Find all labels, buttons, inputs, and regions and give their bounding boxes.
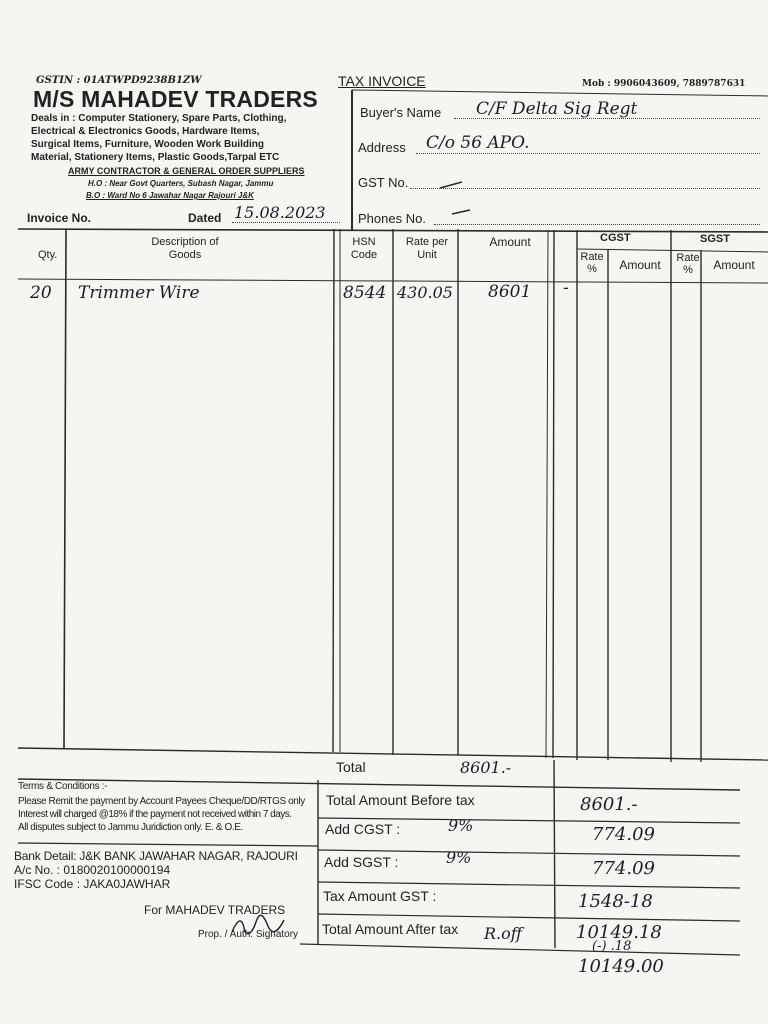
terms-title: Terms & Conditions :-	[18, 781, 108, 792]
before-tax-label: Total Amount Before tax	[326, 792, 475, 808]
address-label: Address	[358, 140, 406, 155]
terms-line-3: All disputes subject to Jammu Juridiction only. E. & O.E.	[18, 822, 243, 833]
gstin-number: GSTIN : 01ATWPD9238B1ZW	[36, 75, 202, 86]
sgst-rate-header: Rate %	[676, 252, 700, 276]
cgst-rate: 9%	[448, 816, 474, 835]
buyer-name-label: Buyer's Name	[360, 105, 442, 120]
col-qty-header: Qty.	[38, 249, 58, 261]
sgst-label: Add SGST :	[324, 854, 399, 870]
phone-label: Phones No.	[358, 211, 426, 226]
cgst-value: 774.09	[592, 824, 655, 845]
terms-line-2: Interest will charged @18% if the payment not received within 7 days.	[18, 809, 292, 820]
sgst-value: 774.09	[592, 858, 655, 879]
mobile-numbers: Mob : 9906043609, 7889787631	[582, 79, 746, 89]
round-off-value: (-) .18	[592, 939, 632, 954]
terms-line-1: Please Remit the payment by Account Payees Cheque/DD/RTGS only	[18, 796, 305, 807]
invoice-no-label: Invoice No.	[27, 211, 92, 225]
gst-no-label: GST No.	[358, 175, 409, 190]
cgst-label: Add CGST :	[325, 821, 401, 837]
round-off-label: R.off	[484, 924, 523, 943]
sgst-amount-header: Amount	[713, 258, 755, 272]
gst-total-value: 1548-18	[578, 891, 653, 912]
deals-line-4: Material, Stationery Items, Plastic Goods,Tarpal ETC	[31, 152, 280, 163]
total-value: 8601.-	[460, 758, 512, 777]
row-rate: 430.05	[397, 283, 453, 302]
dated-label: Dated	[188, 211, 222, 225]
bank-ifsc: IFSC Code : JAKA0JAWHAR	[14, 877, 171, 891]
deals-line-1: Deals in : Computer Stationery, Spare Parts, Clothing,	[31, 113, 287, 124]
row-amount-paise: -	[563, 278, 569, 298]
sign-signatory: Prop. / Auth. Signatory	[198, 929, 299, 940]
address-value: C/o 56 APO.	[426, 133, 530, 153]
buyer-name-value: C/F Delta Sig Regt	[476, 99, 638, 119]
row-qty: 20	[30, 283, 52, 303]
company-name: M/S MAHADEV TRADERS	[33, 86, 318, 112]
bank-account: A/c No. : 0180020100000194	[14, 863, 171, 877]
sign-for-company: For MAHADEV TRADERS	[144, 903, 286, 917]
deals-line-2: Electrical & Electronics Goods, Hardware Items,	[31, 126, 260, 137]
company-tagline: ARMY CONTRACTOR & GENERAL ORDER SUPPLIERS	[68, 166, 305, 176]
deals-line-3: Surgical Items, Furniture, Wooden Work Building	[31, 139, 264, 150]
gst-total-label: Tax Amount GST :	[323, 888, 437, 904]
after-tax-value: 10149.18	[576, 922, 662, 943]
row-description: Trimmer Wire	[78, 283, 200, 303]
col-amount-header: Amount	[489, 235, 531, 249]
before-tax-value: 8601.-	[580, 794, 638, 815]
bank-detail: Bank Detail: J&K BANK JAWAHAR NAGAR, RAJOURI	[14, 849, 298, 863]
document-title: TAX INVOICE	[338, 73, 426, 89]
branch-office: B.O : Ward No 6 Jawahar Nagar Rajouri J&K	[86, 191, 254, 200]
col-desc-header: Description of Goods	[151, 236, 219, 261]
total-label: Total	[336, 759, 366, 775]
sgst-rate: 9%	[446, 848, 472, 867]
cgst-rate-header: Rate %	[580, 251, 604, 275]
row-hsn: 8544	[343, 283, 387, 303]
col-sgst-header: SGST	[700, 233, 730, 245]
head-office: H.O : Near Govt Quarters, Subash Nagar, Jammu	[88, 179, 274, 188]
col-rate-header: Rate per Unit	[405, 236, 449, 261]
dated-value: 15.08.2023	[234, 203, 326, 222]
col-hsn-header: HSN Code	[350, 236, 378, 261]
col-cgst-header: CGST	[600, 232, 631, 244]
final-amount-value: 10149.00	[578, 956, 664, 977]
cgst-amount-header: Amount	[619, 258, 661, 272]
row-amount: 8601	[488, 282, 532, 302]
after-tax-label: Total Amount After tax	[322, 921, 459, 937]
